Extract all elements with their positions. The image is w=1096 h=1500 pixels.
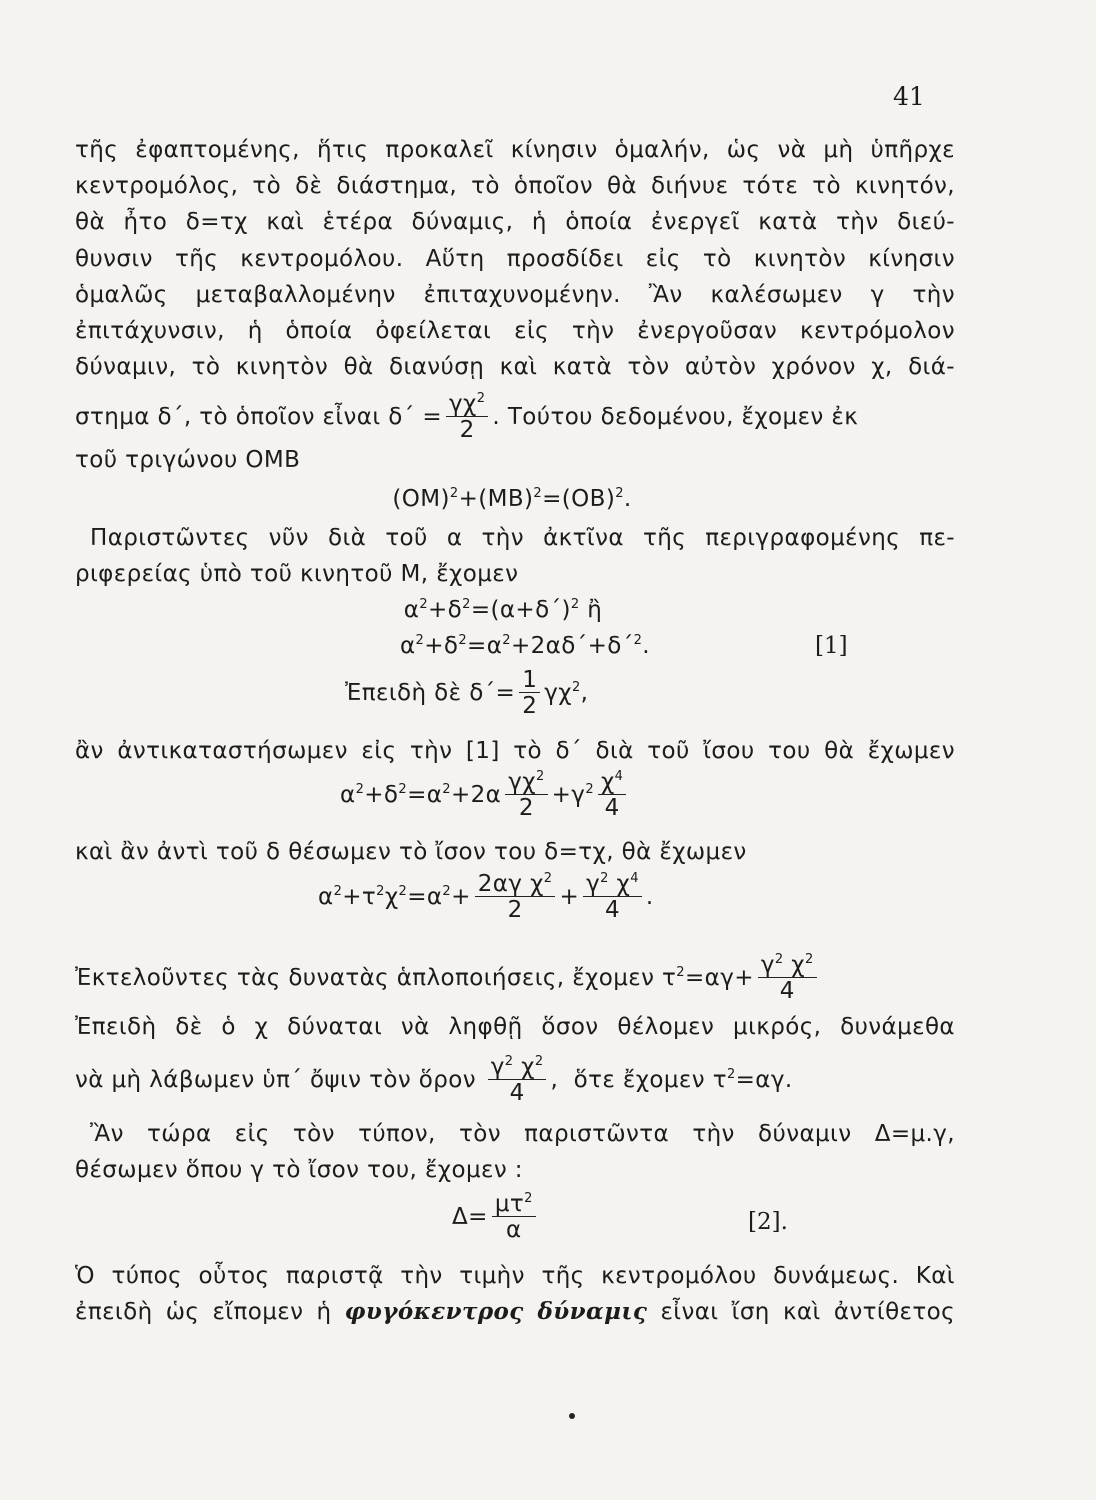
text-line: δύναμιν, τὸ κινητὸν θὰ διανύσῃ καὶ κατὰ τὸν αὐτὸν χρόνον χ, διά- (75, 354, 955, 380)
fraction: $\frac{\mu\tau^2}{\alpha}$ (492, 1192, 536, 1243)
fraction: $\frac{2\alpha\gamma \chi^2}{2}$ (475, 872, 556, 923)
equation-1b: $\alpha^2+\delta^2=\alpha^2+2\alpha\delta΄+\delta΄^2$. (399, 633, 651, 659)
text-line: Ἐπειδὴ δὲ ὁ χ δύναται νὰ ληφθῇ ὅσον θέλομεν μικρός, δυνάμεθα (75, 1014, 955, 1040)
text-line-with-fraction: νὰ μὴ λάβωμεν ὑπ΄ ὄψιν τὸν ὅρον $\frac{\gamma^2 \chi^2}{4}$ , ὅτε ἔχομεν $\tau^2=\alpha\gamma$. (75, 1054, 793, 1106)
equation-omb: $(OM)^2+(MB)^2=(OB)^2$. (392, 486, 632, 512)
text-line: ὁμαλῶς μεταβαλλομένην ἐπιταχυνομένην. Ἂν καλέσωμεν γ τὴν (75, 282, 955, 308)
equation-label: [2]. (748, 1209, 788, 1235)
text-line: κεντρομόλος, τὸ δὲ διάστημα, τὸ ὁποῖον θὰ διήνυε τότε τὸ κινητόν, (75, 173, 955, 199)
text-line: Παριστῶντες νῦν διὰ τοῦ α τὴν ἀκτῖνα τῆς περιγραφομένης πε- (90, 525, 955, 551)
simplification-line: Ἐκτελοῦντες τὰς δυνατὰς ἁπλοποιήσεις, ἔχομεν $\tau^2=\alpha\gamma+$ $\frac{\gamma^2 \chi^2}{4}$ (75, 953, 821, 1004)
fraction: $\frac{\chi^4}{4}$ (598, 770, 626, 821)
text-line: ἂν ἀντικαταστήσωμεν εἰς τὴν [1] τὸ δ΄ διὰ τοῦ ἴσου του θὰ ἔχωμεν (75, 738, 955, 764)
fraction: $\frac{1}{2}$ (519, 668, 540, 719)
fraction: $\frac{\gamma^2 \chi^2}{4}$ (488, 1055, 547, 1106)
equation-delta: Ἐπειδὴ δὲ δ΄= $\frac{1}{2}$ $\gamma\chi^2$, (345, 667, 589, 719)
fraction: $\frac{\gamma\chi^2}{2}$ (446, 392, 488, 443)
text-line: θέσωμεν ὅπου γ τὸ ἴσον του, ἔχομεν : (75, 1157, 523, 1183)
fraction: $\frac{\gamma\chi^2}{2}$ (505, 770, 547, 821)
equation-tau: $\alpha^2+\tau^2\chi^2=\alpha^2+$ $\frac{2\alpha\gamma \chi^2}{2}$ + $\frac{\gamma^2 \chi^4}{4}$ . (318, 871, 654, 923)
text-line: καὶ ἂν ἀντὶ τοῦ δ θέσωμεν τὸ ἴσον του δ=τχ, θὰ ἔχωμεν (75, 839, 747, 865)
equation-force: Δ= $\frac{\mu\tau^2}{\alpha}$ (452, 1192, 540, 1243)
equation-label: [1] (815, 633, 848, 659)
text-line: θυνσιν τῆς κεντρομόλου. Αὕτη προσδίδει εἰς τὸ κινητὸν κίνησιν (75, 246, 955, 272)
text-line: θὰ ἦτο δ=τχ καὶ ἑτέρα δύναμις, ἡ ὁποία ἐνεργεῖ κατὰ τὴν διεύ- (75, 209, 955, 235)
fraction: $\frac{\gamma^2 \chi^2}{4}$ (758, 953, 817, 1004)
equation-1a: $\alpha^2+\delta^2=(\alpha+\delta΄)^2$ ἢ (403, 597, 603, 623)
text-line-with-fraction: στημα δ΄, τὸ ὁποῖον εἶναι δ΄ = $\frac{\gamma\chi^2}{2}$ . Τούτου δεδομένου, ἔχομεν ἐκ (75, 391, 859, 443)
emphasized-term: φυγόκεντρος δύναμις (344, 1298, 648, 1325)
text-line: Ἂν τώρα εἰς τὸν τύπον, τὸν παριστῶντα τὴν δύναμιν Δ=μ.γ, (90, 1121, 955, 1147)
fraction: $\frac{\gamma^2 \chi^4}{4}$ (583, 872, 642, 923)
page-number: 41 (893, 82, 925, 111)
text-line: ἐπειδὴ ὡς εἴπομεν ἡ φυγόκεντρος δύναμις εἶναι ἴση καὶ ἀντίθετος (75, 1298, 956, 1325)
text-line: Ὁ τύπος οὗτος παριστᾷ τὴν τιμὴν τῆς κεντρομόλου δυνάμεως. Καὶ (75, 1263, 955, 1289)
text-line: ἐπιτάχυνσιν, ἡ ὁποία ὀφείλεται εἰς τὴν ἐνεργοῦσαν κεντρόμολον (75, 318, 955, 344)
page-mark (569, 1413, 575, 1419)
equation-substituted: $\alpha^2+\delta^2=\alpha^2+2\alpha$ $\frac{\gamma\chi^2}{2}$ $+\gamma^2$ $\frac{\chi^4}{4}$ (340, 770, 630, 821)
text-line: ριφερείας ὑπὸ τοῦ κινητοῦ Μ, ἔχομεν (75, 561, 519, 587)
text-line: τοῦ τριγώνου ΟΜΒ (75, 447, 301, 473)
text-line: τῆς ἐφαπτομένης, ἥτις προκαλεῖ κίνησιν ὁμαλήν, ὡς νὰ μὴ ὑπῆρχε (75, 137, 955, 163)
